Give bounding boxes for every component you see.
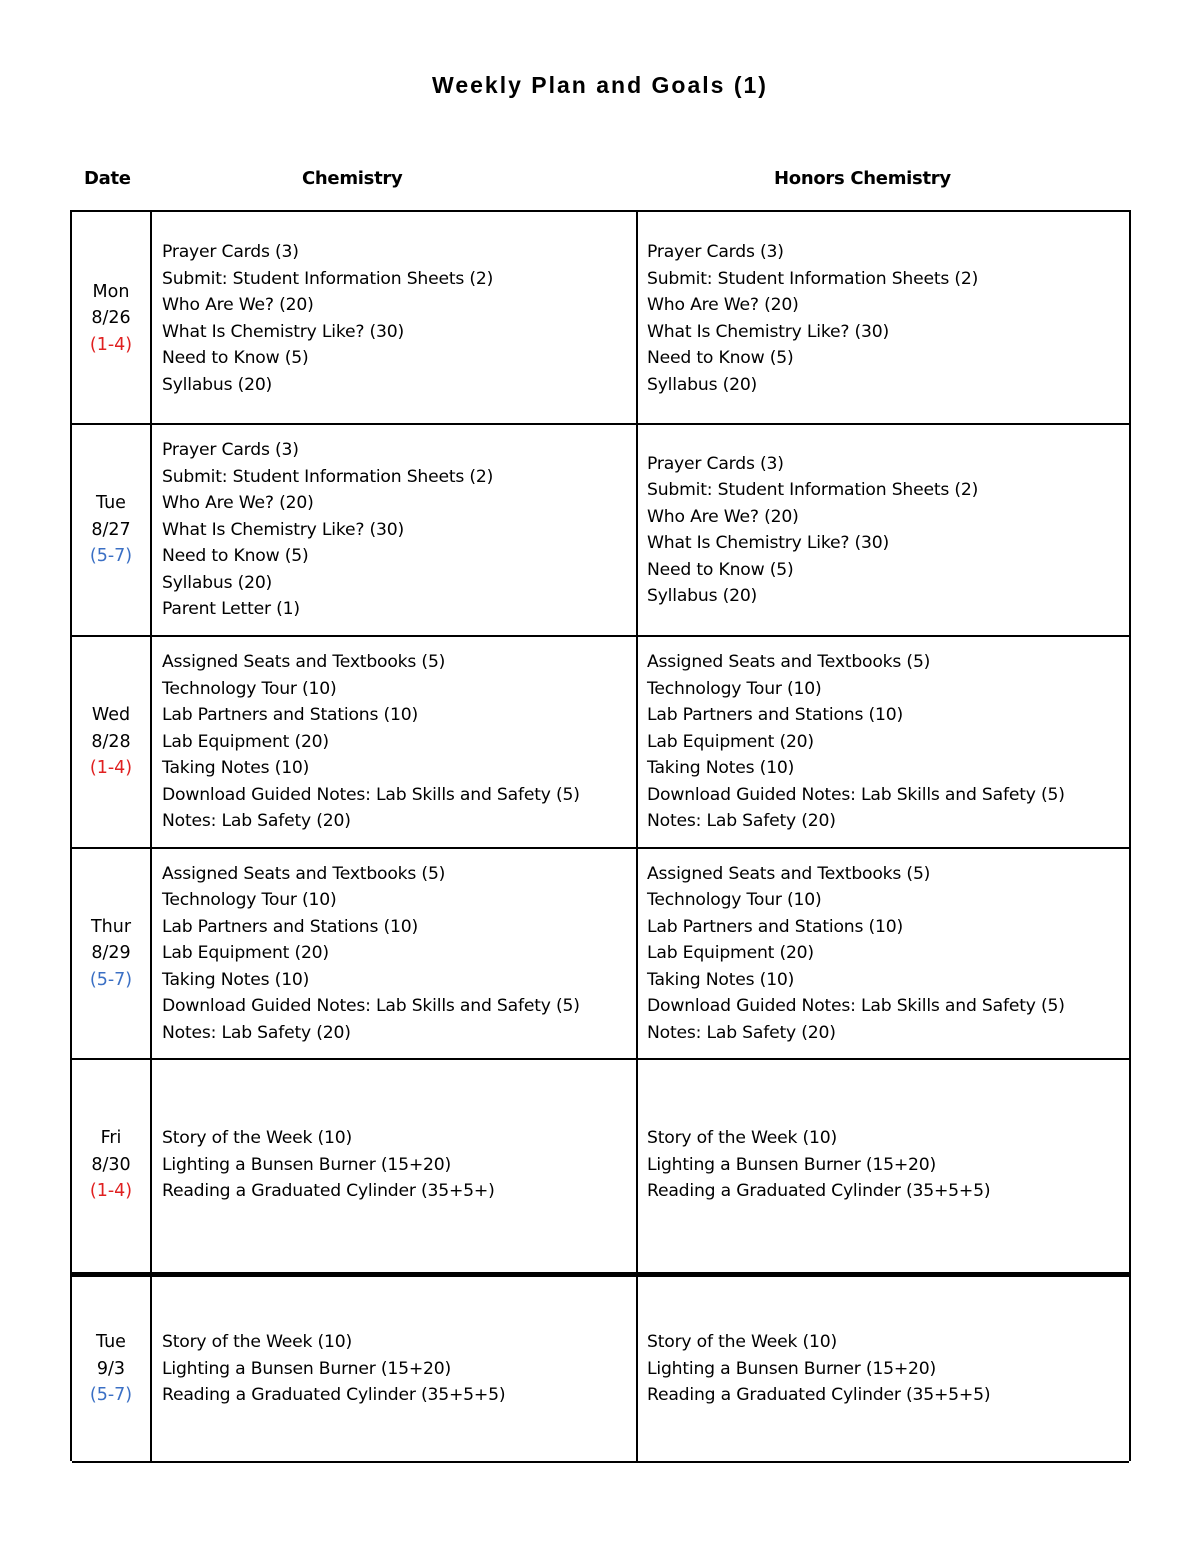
plan-item: Lab Equipment (20) <box>162 731 329 752</box>
plan-item: Who Are We? (20) <box>647 506 799 527</box>
plan-item: Submit: Student Information Sheets (2) <box>647 268 979 289</box>
period-label: (5-7) <box>89 546 133 567</box>
plan-item: Technology Tour (10) <box>647 890 822 911</box>
chemistry-cell <box>162 214 637 423</box>
plan-item: What Is Chemistry Like? (30) <box>647 533 890 553</box>
day-label: Wed <box>91 705 131 726</box>
plan-item: Taking Notes (10) <box>162 758 310 779</box>
plan-item: Story of the Week (10) <box>162 1128 352 1149</box>
plan-item: Download Guided Notes: Lab Skills and Safety (5) <box>162 784 580 805</box>
plan-item: Need to Know (5) <box>647 348 794 368</box>
date-cell <box>72 1275 150 1463</box>
date-cell <box>72 849 150 1058</box>
plan-item: Lab Partners and Stations (10) <box>162 705 418 726</box>
plan-item: Prayer Cards (3) <box>162 242 299 262</box>
plan-item: Story of the Week (10) <box>647 1128 837 1149</box>
plan-item: Submit: Student Information Sheets (2) <box>647 480 979 500</box>
plan-item: Lab Partners and Stations (10) <box>647 705 903 726</box>
date-cell <box>72 425 150 635</box>
plan-item: Who Are We? (20) <box>162 493 314 514</box>
plan-item: Need to Know (5) <box>162 546 309 567</box>
plan-item: Lab Equipment (20) <box>162 943 329 964</box>
plan-item: Reading a Graduated Cylinder (35+5+5) <box>647 1385 991 1406</box>
period-label: (5-7) <box>89 1385 133 1406</box>
date-label: 8/30 <box>91 1154 131 1175</box>
chemistry-cell <box>162 425 637 635</box>
plan-item: Prayer Cards (3) <box>162 440 299 461</box>
plan-item: What Is Chemistry Like? (30) <box>647 321 890 342</box>
date-label: 9/3 <box>96 1358 126 1379</box>
plan-item: Assigned Seats and Textbooks (5) <box>162 652 446 673</box>
plan-item: Submit: Student Information Sheets (2) <box>162 466 494 487</box>
plan-item: Download Guided Notes: Lab Skills and Safety (5) <box>647 996 1065 1017</box>
plan-item: Parent Letter (1) <box>162 599 300 620</box>
date-label: 8/26 <box>91 308 131 329</box>
plan-item: Assigned Seats and Textbooks (5) <box>162 863 446 884</box>
plan-item: What Is Chemistry Like? (30) <box>162 321 405 342</box>
date-cell <box>72 637 150 847</box>
plan-item: Lighting a Bunsen Burner (15+20) <box>162 1358 451 1379</box>
day-label: Fri <box>100 1128 122 1149</box>
plan-item: Taking Notes (10) <box>647 758 795 779</box>
plan-item: Prayer Cards (3) <box>647 242 784 262</box>
date-label: 8/27 <box>91 519 131 540</box>
period-label: (1-4) <box>89 1181 133 1202</box>
honors-chemistry-cell <box>647 637 1127 847</box>
honors-chemistry-cell <box>647 1060 1127 1270</box>
period-label: (1-4) <box>89 758 133 779</box>
header-date: Date <box>84 168 131 189</box>
date-cell <box>72 214 150 423</box>
plan-item: Story of the Week (10) <box>162 1332 352 1353</box>
day-label: Tue <box>96 493 126 514</box>
plan-item: Need to Know (5) <box>647 559 794 580</box>
chemistry-cell <box>162 849 637 1058</box>
plan-item: Lighting a Bunsen Burner (15+20) <box>647 1358 936 1379</box>
plan-item: Technology Tour (10) <box>162 678 337 699</box>
plan-item: Assigned Seats and Textbooks (5) <box>647 863 931 884</box>
plan-item: What Is Chemistry Like? (30) <box>162 519 405 540</box>
plan-item: Taking Notes (10) <box>647 969 795 990</box>
period-label: (5-7) <box>89 969 133 990</box>
plan-item: Reading a Graduated Cylinder (35+5+5) <box>162 1385 506 1406</box>
plan-item: Download Guided Notes: Lab Skills and Safety (5) <box>647 784 1065 805</box>
plan-item: Lab Partners and Stations (10) <box>647 916 903 937</box>
plan-item: Technology Tour (10) <box>647 678 822 699</box>
plan-item: Syllabus (20) <box>647 586 758 606</box>
header-honors-chemistry: Honors Chemistry <box>774 168 951 189</box>
plan-item: Prayer Cards (3) <box>647 453 784 474</box>
plan-item: Submit: Student Information Sheets (2) <box>162 268 494 289</box>
day-label: Mon <box>92 281 130 302</box>
plan-item: Lab Equipment (20) <box>647 731 814 752</box>
honors-chemistry-cell <box>647 1275 1127 1463</box>
chemistry-cell <box>162 637 637 847</box>
day-label: Thur <box>90 916 132 937</box>
plan-item: Assigned Seats and Textbooks (5) <box>647 652 931 673</box>
honors-chemistry-cell <box>647 214 1127 423</box>
plan-item: Lab Equipment (20) <box>647 943 814 964</box>
date-label: 8/29 <box>91 943 131 964</box>
plan-item: Syllabus (20) <box>647 374 758 395</box>
chemistry-cell <box>162 1060 637 1270</box>
plan-item: Who Are We? (20) <box>162 295 314 315</box>
plan-item: Reading a Graduated Cylinder (35+5+) <box>162 1181 495 1202</box>
plan-item: Lighting a Bunsen Burner (15+20) <box>647 1154 936 1175</box>
plan-item: Notes: Lab Safety (20) <box>647 811 836 832</box>
chemistry-cell <box>162 1275 637 1463</box>
plan-item: Syllabus (20) <box>162 374 273 395</box>
plan-item: Who Are We? (20) <box>647 295 799 315</box>
header-chemistry: Chemistry <box>302 168 403 189</box>
plan-item: Technology Tour (10) <box>162 890 337 911</box>
plan-item: Syllabus (20) <box>162 572 273 593</box>
plan-item: Notes: Lab Safety (20) <box>162 1022 351 1043</box>
plan-item: Need to Know (5) <box>162 348 309 368</box>
honors-chemistry-cell <box>647 425 1127 635</box>
page-title: Weekly Plan and Goals (1) <box>432 72 768 98</box>
date-label: 8/28 <box>91 731 131 752</box>
weekly-plan-table <box>70 210 1131 1461</box>
honors-chemistry-cell <box>647 849 1127 1058</box>
plan-item: Lighting a Bunsen Burner (15+20) <box>162 1154 451 1175</box>
plan-item: Notes: Lab Safety (20) <box>162 811 351 832</box>
plan-item: Download Guided Notes: Lab Skills and Safety (5) <box>162 996 580 1017</box>
plan-item: Reading a Graduated Cylinder (35+5+5) <box>647 1181 991 1202</box>
plan-item: Taking Notes (10) <box>162 969 310 990</box>
plan-item: Story of the Week (10) <box>647 1332 837 1353</box>
day-label: Tue <box>96 1332 126 1353</box>
plan-item: Lab Partners and Stations (10) <box>162 916 418 937</box>
period-label: (1-4) <box>89 334 133 355</box>
date-cell <box>72 1060 150 1270</box>
plan-item: Notes: Lab Safety (20) <box>647 1022 836 1043</box>
